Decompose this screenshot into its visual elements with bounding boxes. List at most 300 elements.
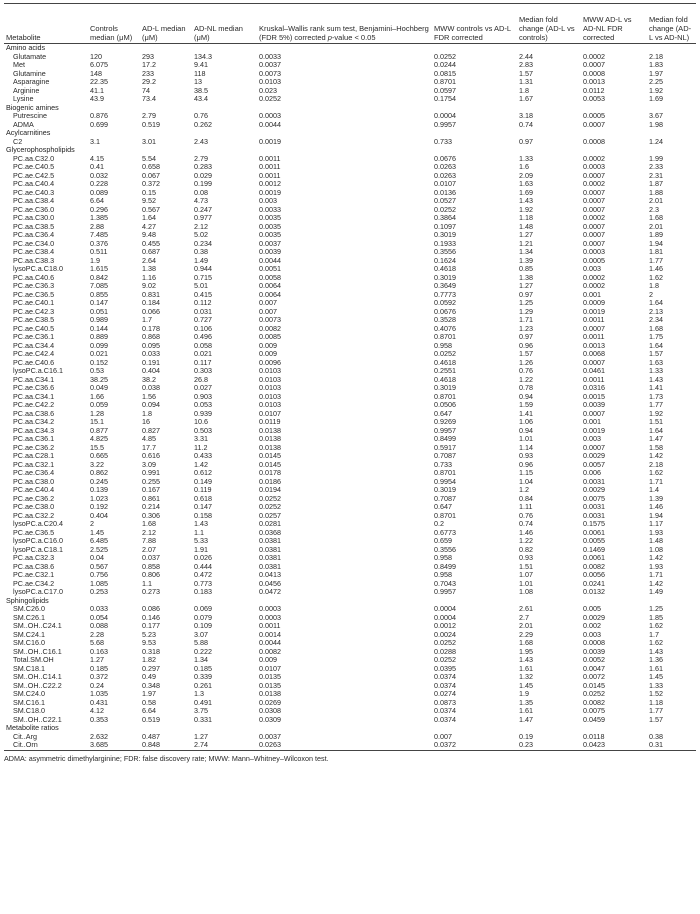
metabolite-name: SM..OH..C14.1 bbox=[13, 673, 62, 681]
table-cell: 1.27 bbox=[90, 656, 104, 664]
metabolite-table bbox=[4, 3, 696, 751]
metabolite-name: PC.aa.C38.3 bbox=[13, 256, 55, 265]
metabolite-name: PC.ae.C42.4 bbox=[13, 350, 55, 358]
table-cell: 0.1624 bbox=[434, 256, 456, 265]
table-cell: 3.18 bbox=[519, 112, 533, 120]
table-row bbox=[4, 231, 696, 240]
table-cell: 0.053 bbox=[194, 401, 212, 409]
metabolite-name: PC.aa.C38.4 bbox=[13, 197, 55, 205]
table-cell: 0.029 bbox=[194, 171, 212, 180]
metabolite-name: PC.ae.C36.4 bbox=[13, 469, 55, 477]
table-cell: 10.6 bbox=[194, 418, 208, 426]
table-cell: 1.62 bbox=[649, 469, 663, 477]
table-cell: 1.8 bbox=[142, 409, 152, 418]
table-cell: 1.27 bbox=[194, 732, 208, 741]
table-cell: 0.0011 bbox=[259, 171, 281, 180]
table-cell: 0.184 bbox=[142, 299, 160, 307]
table-cell: 2.632 bbox=[90, 732, 108, 741]
table-cell: 3.75 bbox=[194, 707, 208, 715]
table-cell: 0.8701 bbox=[434, 78, 456, 86]
table-row bbox=[4, 257, 696, 266]
section-header-row bbox=[4, 104, 696, 113]
table-cell: 0.054 bbox=[90, 613, 108, 622]
table-cell: 1.63 bbox=[649, 358, 663, 367]
table-cell: 1.42 bbox=[194, 460, 208, 469]
table-cell: 2.61 bbox=[519, 605, 533, 613]
table-cell: 0.38 bbox=[649, 732, 663, 741]
table-cell: 0.007 bbox=[259, 299, 277, 307]
table-row bbox=[4, 605, 696, 614]
metabolite-name: PC.aa.C34.3 bbox=[13, 426, 55, 435]
table-cell: 134.3 bbox=[194, 52, 212, 61]
table-cell: 0.96 bbox=[519, 341, 533, 350]
table-row bbox=[4, 291, 696, 300]
table-cell: 0.433 bbox=[194, 452, 212, 460]
section-title: Glycerophospholipids bbox=[6, 146, 75, 154]
table-row bbox=[4, 240, 696, 249]
table-cell: 0.0252 bbox=[434, 639, 456, 647]
table-cell: 0.19 bbox=[519, 732, 533, 741]
table-row bbox=[4, 70, 696, 79]
table-cell: 4.27 bbox=[142, 222, 156, 231]
metabolite-name: SM.C24.0 bbox=[13, 690, 45, 698]
table-row bbox=[4, 393, 696, 402]
table-cell: 1.71 bbox=[519, 316, 533, 324]
table-cell: 1.93 bbox=[649, 562, 663, 571]
table-cell: 2.01 bbox=[649, 197, 663, 205]
table-cell: 0.861 bbox=[142, 494, 160, 503]
metabolite-name: PC.aa.C34.4 bbox=[13, 341, 55, 350]
table-cell: 4.85 bbox=[142, 435, 156, 443]
table-cell: 1.71 bbox=[649, 477, 663, 486]
table-header bbox=[4, 4, 696, 44]
table-cell: 0.067 bbox=[142, 171, 160, 180]
table-row bbox=[4, 265, 696, 274]
table-cell: 5.68 bbox=[90, 639, 104, 647]
metabolite-name: SM.C18.1 bbox=[13, 664, 45, 673]
table-cell: 0.0381 bbox=[259, 554, 281, 562]
table-cell: 0.8701 bbox=[434, 333, 456, 341]
table-cell: 1.51 bbox=[649, 418, 663, 426]
table-cell: 0.0082 bbox=[259, 647, 281, 656]
table-cell: 0.002 bbox=[583, 622, 601, 630]
table-cell: 0.0058 bbox=[259, 273, 281, 282]
table-cell: 5.23 bbox=[142, 630, 156, 639]
table-cell: 0.023 bbox=[259, 86, 277, 95]
table-cell: 0.0194 bbox=[259, 486, 281, 494]
metabolite-name: lysoPC.a.C20.4 bbox=[13, 520, 63, 528]
metabolite-name: SM.C26.0 bbox=[13, 605, 45, 613]
table-cell: 2 bbox=[90, 520, 94, 528]
table-cell: 0.0014 bbox=[259, 630, 281, 639]
table-cell: 0.0008 bbox=[583, 69, 605, 78]
table-cell: 0.0064 bbox=[259, 290, 281, 299]
table-cell: 5.33 bbox=[194, 537, 208, 545]
metabolite-name: PC.aa.C38.6 bbox=[13, 562, 55, 571]
table-cell: 0.003 bbox=[583, 265, 601, 273]
table-cell: 1.24 bbox=[649, 137, 663, 146]
table-cell: 1.33 bbox=[519, 154, 533, 163]
table-cell: 0.0024 bbox=[434, 630, 456, 639]
table-cell: 0.167 bbox=[142, 486, 160, 494]
table-cell: 1.64 bbox=[649, 426, 663, 435]
table-cell: 0.0044 bbox=[259, 256, 281, 265]
metabolite-name: SM.C18.0 bbox=[13, 707, 45, 715]
table-cell: 0.0031 bbox=[583, 511, 605, 520]
table-cell: 0.431 bbox=[90, 698, 108, 707]
table-cell: 1.18 bbox=[519, 214, 533, 222]
table-cell: 0.007 bbox=[259, 307, 277, 316]
table-cell: 0.0004 bbox=[434, 112, 456, 120]
table-cell: 118 bbox=[194, 69, 206, 78]
table-cell: 0.1097 bbox=[434, 222, 456, 231]
table-cell: 0.889 bbox=[90, 333, 108, 341]
table-cell: 0.0035 bbox=[259, 214, 281, 222]
table-cell: 0.0031 bbox=[583, 503, 605, 511]
table-cell: 1.81 bbox=[649, 248, 663, 256]
header-kw-tail: -value < 0.05 bbox=[331, 33, 376, 42]
table-cell: 0.0044 bbox=[259, 120, 281, 129]
table-cell: 0.0263 bbox=[257, 741, 432, 750]
table-cell: 43.9 bbox=[90, 95, 104, 103]
table-cell: 0.318 bbox=[142, 647, 160, 656]
table-row bbox=[4, 682, 696, 691]
table-cell: 0.3528 bbox=[434, 316, 456, 324]
table-cell: 0.647 bbox=[434, 409, 452, 418]
table-cell: 1.95 bbox=[519, 647, 533, 656]
table-cell: 2.34 bbox=[649, 316, 663, 324]
table-cell: 0.0073 bbox=[259, 316, 281, 324]
table-cell: 0.0459 bbox=[583, 715, 605, 724]
metabolite-name: PC.aa.C34.1 bbox=[13, 392, 55, 401]
table-cell: 0.112 bbox=[194, 299, 212, 307]
table-cell: 0.7043 bbox=[434, 579, 456, 588]
table-cell: 1.92 bbox=[649, 409, 663, 418]
table-cell: 4.12 bbox=[90, 707, 104, 715]
table-cell: 0.0007 bbox=[583, 409, 605, 418]
table-cell: 1.42 bbox=[649, 579, 663, 588]
table-cell: 0.245 bbox=[90, 477, 108, 486]
table-cell: 1.8 bbox=[519, 86, 529, 95]
table-cell: 0.109 bbox=[194, 622, 212, 630]
table-row bbox=[4, 614, 696, 623]
table-body bbox=[4, 44, 696, 751]
table-cell: 1.57 bbox=[519, 350, 533, 358]
table-cell: 0.0244 bbox=[434, 61, 456, 69]
table-cell: 0.021 bbox=[90, 350, 108, 358]
table-cell: 0.0031 bbox=[583, 477, 605, 486]
table-cell: 1.61 bbox=[649, 664, 663, 673]
table-cell: 0.0005 bbox=[583, 112, 605, 120]
table-cell: 2 bbox=[649, 290, 653, 299]
table-cell: 0.255 bbox=[142, 477, 160, 486]
table-cell: 0.0873 bbox=[434, 698, 456, 707]
table-cell: 2.525 bbox=[90, 545, 108, 554]
table-row bbox=[4, 299, 696, 308]
metabolite-name: PC.aa.C30.0 bbox=[13, 214, 55, 222]
header-mww-controls-adl: MWW controls vs AD-L FDR corrected bbox=[432, 4, 517, 44]
table-cell: 0.033 bbox=[142, 350, 160, 358]
table-cell: 1.46 bbox=[649, 265, 663, 273]
table-cell: 0.0055 bbox=[583, 537, 605, 545]
table-cell: 0.0119 bbox=[259, 418, 281, 426]
table-cell: 1.69 bbox=[519, 188, 533, 197]
table-cell: 0.0085 bbox=[259, 333, 281, 341]
table-cell: 0.009 bbox=[259, 656, 277, 664]
table-cell: 1.94 bbox=[649, 511, 663, 520]
table-cell: 0.247 bbox=[194, 205, 212, 214]
table-cell: 0.0004 bbox=[434, 605, 456, 613]
metabolite-name: PC.ae.C36.5 bbox=[13, 528, 55, 537]
table-cell: 1.07 bbox=[519, 571, 533, 579]
table-cell: 0.158 bbox=[194, 511, 212, 520]
table-cell: 0.93 bbox=[519, 452, 533, 460]
table-cell: 0.0002 bbox=[583, 273, 605, 282]
table-cell: 0.094 bbox=[142, 401, 160, 409]
metabolite-name: PC.aa.C32.1 bbox=[13, 460, 55, 469]
table-row bbox=[4, 325, 696, 334]
table-cell: 3.01 bbox=[142, 137, 156, 146]
table-cell: 0.222 bbox=[194, 647, 212, 656]
table-cell: 0.0037 bbox=[259, 61, 281, 69]
table-cell: 0.049 bbox=[90, 384, 108, 392]
table-cell: 0.376 bbox=[90, 239, 108, 248]
table-cell: 0.027 bbox=[194, 384, 212, 392]
table-cell: 0.033 bbox=[90, 605, 108, 613]
table-row bbox=[4, 206, 696, 215]
table-cell: 0.0061 bbox=[583, 554, 605, 562]
table-cell: 0.991 bbox=[142, 469, 160, 477]
table-cell: 1.035 bbox=[90, 690, 108, 698]
table-cell: 0.58 bbox=[142, 698, 156, 707]
table-cell: 1.7 bbox=[649, 630, 659, 639]
table-cell: 293 bbox=[142, 52, 154, 61]
table-cell: 0.84 bbox=[519, 494, 533, 503]
table-cell: 0.0103 bbox=[259, 384, 281, 392]
table-cell: 1.9 bbox=[90, 256, 100, 265]
table-cell: 11.2 bbox=[194, 443, 208, 452]
table-cell: 16 bbox=[142, 418, 150, 426]
table-cell: 1.1 bbox=[194, 528, 204, 537]
table-cell: 4.73 bbox=[194, 197, 208, 205]
table-cell: 4.15 bbox=[90, 154, 104, 163]
table-cell: 1.29 bbox=[519, 307, 533, 316]
metabolite-name: PC.aa.C28.1 bbox=[13, 452, 55, 460]
table-cell: 43.4 bbox=[194, 95, 208, 103]
table-cell: 2.18 bbox=[649, 460, 663, 469]
table-cell: 0.0815 bbox=[434, 69, 456, 78]
table-cell: 0.006 bbox=[583, 469, 601, 477]
table-cell: 38.25 bbox=[90, 375, 108, 384]
table-cell: 0.0033 bbox=[259, 52, 281, 61]
table-cell: 6.64 bbox=[90, 197, 104, 205]
metabolite-name: Cit..Orn bbox=[4, 741, 88, 750]
table-cell: 0.4618 bbox=[434, 265, 456, 273]
metabolite-name: PC.ae.C36.0 bbox=[13, 205, 55, 214]
table-row bbox=[4, 163, 696, 172]
table-cell: 0.0269 bbox=[259, 698, 281, 707]
table-cell: 1.36 bbox=[649, 656, 663, 664]
table-cell: 13 bbox=[194, 78, 202, 86]
table-cell: 0.618 bbox=[194, 494, 212, 503]
table-cell: 1.62 bbox=[649, 273, 663, 282]
table-cell: 0.0368 bbox=[259, 528, 281, 537]
table-cell: 0.658 bbox=[142, 163, 160, 171]
table-cell: 0.472 bbox=[194, 571, 212, 579]
table-row bbox=[4, 512, 696, 521]
table-cell: 0.958 bbox=[434, 341, 452, 350]
table-cell: 0.0012 bbox=[434, 622, 456, 630]
table-cell: 1.38 bbox=[519, 273, 533, 282]
table-cell: 0.2551 bbox=[434, 367, 456, 375]
metabolite-name: PC.ae.C40.6 bbox=[13, 358, 55, 367]
table-cell: 0.051 bbox=[90, 307, 108, 316]
table-cell: 1.22 bbox=[519, 537, 533, 545]
section-title: Acylcarnitines bbox=[6, 129, 51, 137]
table-cell: 1.49 bbox=[194, 256, 208, 265]
table-cell: 5.02 bbox=[194, 231, 208, 239]
table-row bbox=[4, 554, 696, 563]
table-cell: 0.0107 bbox=[259, 409, 281, 418]
header-kw-p: p bbox=[327, 33, 332, 42]
table-cell: 0.095 bbox=[142, 341, 160, 350]
section-title: Biogenic amines bbox=[6, 103, 59, 112]
table-cell: 0.0037 bbox=[259, 732, 281, 741]
metabolite-name: PC.ae.C34.0 bbox=[13, 239, 55, 248]
metabolite-name: Arginine bbox=[13, 86, 40, 95]
table-row bbox=[4, 180, 696, 189]
table-cell: 0.001 bbox=[583, 418, 601, 426]
table-cell: 0.185 bbox=[194, 664, 212, 673]
table-cell: 1.92 bbox=[649, 86, 663, 95]
table-cell: 0.0263 bbox=[434, 171, 456, 180]
table-cell: 1.41 bbox=[649, 384, 663, 392]
header-mww-adl-adnl: MWW AD-L vs AD-NL FDR corrected bbox=[581, 4, 647, 44]
table-cell: 3.685 bbox=[88, 741, 140, 750]
table-cell: 1.49 bbox=[649, 588, 663, 596]
table-cell: 0.0506 bbox=[434, 401, 456, 409]
table-cell: 0.0019 bbox=[583, 307, 605, 316]
table-cell: 0.0007 bbox=[583, 239, 605, 248]
table-cell: 0.0252 bbox=[434, 52, 456, 61]
table-cell: 0.0005 bbox=[583, 256, 605, 265]
table-cell: 0.665 bbox=[90, 452, 108, 460]
metabolite-name: SM.C16.0 bbox=[13, 639, 45, 647]
metabolite-name: PC.ae.C38.4 bbox=[13, 248, 55, 256]
table-cell: 0.0011 bbox=[583, 375, 605, 384]
table-row bbox=[4, 359, 696, 368]
table-cell: 0.234 bbox=[194, 239, 212, 248]
table-cell: 0.0007 bbox=[583, 171, 605, 180]
table-cell: 0.262 bbox=[194, 120, 212, 129]
table-cell: 1.06 bbox=[519, 418, 533, 426]
table-cell: 1.97 bbox=[142, 690, 156, 698]
table-cell: 9.48 bbox=[142, 231, 156, 239]
table-row bbox=[4, 563, 696, 572]
table-row bbox=[4, 155, 696, 164]
table-cell: 0.404 bbox=[90, 511, 108, 520]
table-cell: 1.34 bbox=[194, 656, 208, 664]
metabolite-name: PC.ae.C36.2 bbox=[13, 494, 55, 503]
table-cell: 0.1754 bbox=[434, 95, 456, 103]
table-cell: 0.0107 bbox=[259, 664, 281, 673]
table-row bbox=[4, 418, 696, 427]
metabolite-name: lysoPC.a.C18.0 bbox=[13, 265, 63, 273]
table-cell: 0.97 bbox=[519, 290, 533, 299]
table-cell: 0.0015 bbox=[583, 392, 605, 401]
table-cell: 0.404 bbox=[142, 367, 160, 375]
table-cell: 1.27 bbox=[519, 282, 533, 290]
table-row bbox=[4, 61, 696, 70]
table-cell: 73.4 bbox=[142, 95, 156, 103]
table-cell: 1.39 bbox=[649, 494, 663, 503]
table-cell: 0.0007 bbox=[583, 61, 605, 69]
table-cell: 2.09 bbox=[519, 171, 533, 180]
table-cell: 0.0082 bbox=[583, 562, 605, 571]
table-cell: 0.0374 bbox=[434, 715, 456, 724]
table-cell: 0.0145 bbox=[259, 452, 281, 460]
table-cell: 7.485 bbox=[90, 231, 108, 239]
table-cell: 0.306 bbox=[142, 511, 160, 520]
table-cell: 2.01 bbox=[519, 622, 533, 630]
table-cell: 1.3 bbox=[194, 690, 204, 698]
table-cell: 0.444 bbox=[194, 562, 212, 571]
header-fold-adl-adnl: Median fold change (AD-L vs AD-NL) bbox=[647, 4, 696, 44]
table-cell: 0.117 bbox=[194, 358, 212, 367]
table-cell: 0.4076 bbox=[434, 324, 456, 333]
table-cell: 0.0107 bbox=[434, 180, 456, 188]
table-cell: 1.08 bbox=[649, 545, 663, 554]
table-cell: 4.825 bbox=[90, 435, 108, 443]
table-cell: 0.0019 bbox=[259, 188, 281, 197]
table-cell: 1.61 bbox=[519, 664, 533, 673]
table-cell: 1.68 bbox=[519, 639, 533, 647]
metabolite-name: SM.C24.1 bbox=[13, 630, 45, 639]
table-cell: 0.086 bbox=[142, 605, 160, 613]
table-cell: 0.0035 bbox=[259, 231, 281, 239]
table-cell: 0.372 bbox=[142, 180, 160, 188]
table-cell: 0.339 bbox=[194, 673, 212, 681]
table-cell: 29.2 bbox=[142, 78, 156, 86]
table-cell: 0.0002 bbox=[583, 154, 605, 163]
table-cell: 0.76 bbox=[519, 511, 533, 520]
table-cell: 0.0281 bbox=[259, 520, 281, 528]
table-cell: 0.139 bbox=[90, 486, 108, 494]
table-cell: 1.385 bbox=[90, 214, 108, 222]
table-cell: 0.0003 bbox=[259, 112, 281, 120]
table-row bbox=[4, 410, 696, 419]
table-cell: 0.0011 bbox=[259, 622, 281, 630]
table-cell: 0.4618 bbox=[434, 358, 456, 367]
metabolite-name: SM.C26.1 bbox=[13, 613, 45, 622]
table-cell: 0.0257 bbox=[259, 511, 281, 520]
table-cell: 1.59 bbox=[519, 401, 533, 409]
table-cell: 1.17 bbox=[649, 520, 663, 528]
table-row bbox=[4, 376, 696, 385]
table-cell: 0.149 bbox=[194, 477, 212, 486]
table-row bbox=[4, 87, 696, 96]
table-cell: 0.0178 bbox=[259, 469, 281, 477]
table-cell: 3.31 bbox=[194, 435, 208, 443]
table-cell: 0.001 bbox=[583, 290, 601, 299]
table-cell: 0.958 bbox=[434, 571, 452, 579]
table-cell: 0.944 bbox=[194, 265, 212, 273]
table-cell: 0.003 bbox=[583, 435, 601, 443]
table-cell: 1.25 bbox=[649, 605, 663, 613]
table-cell: 0.0008 bbox=[583, 639, 605, 647]
table-cell: 0.0002 bbox=[583, 214, 605, 222]
table-cell: 0.144 bbox=[90, 324, 108, 333]
